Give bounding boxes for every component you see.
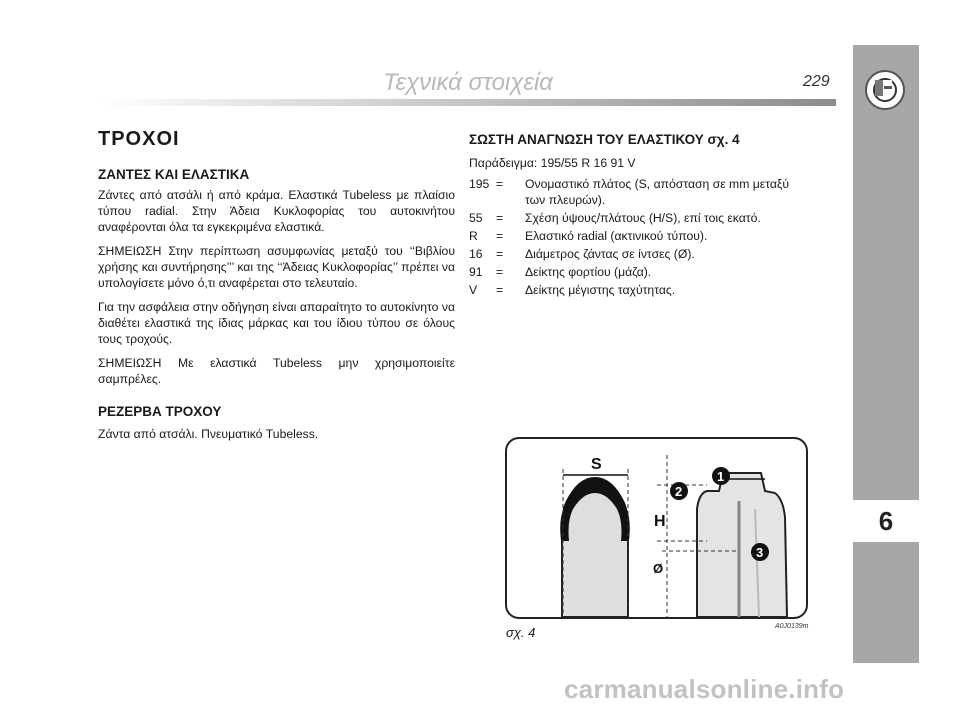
paragraph-note-registration: ΣΗΜΕΙΩΣΗ Στην περίπτωση ασυμφωνίας μεταξύ του ‘‘Βιβλίου χρήσης και συντήρησης’’’ και της ‘‘Άδειας Κυκλοφορίας’’ πρέπει να υπολογίσετε μόνο ό,τι αναφέρεται στο τελευταίο.	[98, 244, 455, 290]
spec-value: Δείκτης φορτίου (μάζα).	[525, 265, 652, 279]
figure-code: A0J0139m	[775, 623, 809, 630]
spec-value: Δείκτης μέγιστης ταχύτητας.	[525, 283, 676, 297]
subheading-rims-tyres: ΖΑΝΤΕΣ ΚΑΙ ΕΛΑΣΤΙΚΑ	[98, 167, 250, 182]
paragraph-safety: Για την ασφάλεια στην οδήγηση είναι απαραίτητο το αυτοκίνητο να διαθέτει ελαστικά της ίδιας μάρκας και του ίδιου τύπου σε όλους τους τροχούς.	[98, 300, 455, 346]
watermark: carmanualsonline.info	[564, 674, 845, 704]
spec-equals: =	[496, 265, 504, 279]
spec-key: V	[469, 283, 478, 297]
page-number: 229	[803, 73, 830, 90]
list-item	[469, 228, 799, 244]
spec-value: Διάμετρος ζάντας σε ίντσες (Ø).	[525, 247, 695, 261]
list-item	[469, 282, 799, 298]
spec-equals: =	[496, 211, 504, 225]
spec-key: 55	[469, 211, 483, 225]
tyre-diagram	[505, 437, 808, 619]
list-item	[469, 176, 799, 208]
spec-equals: =	[496, 229, 504, 243]
subheading-spare-wheel: ΡΕΖΕΡΒΑ ΤΡΟΧΟΥ	[98, 404, 222, 419]
paragraph-rims: Ζάντες από ατσάλι ή από κράμα. Ελαστικά Tubeless με πλαίσιο τύπου radial. Στην Άδεια Κυκλοφορίας του αυτοκινήτου αναφέρονται όλα τα εγκεκριμένα ελαστικά.	[98, 188, 455, 234]
tyre-example: Παράδειγμα: 195/55 R 16 91 V	[469, 156, 636, 170]
page-title: Τεχνικά στοιχεία	[383, 69, 553, 96]
spec-equals: =	[496, 177, 504, 191]
callout-2-label: 2	[675, 484, 683, 499]
brand-logo-icon	[865, 70, 905, 110]
spec-equals: =	[496, 247, 504, 261]
left-text-block	[98, 187, 455, 387]
label-h: H	[654, 513, 666, 530]
header-rule	[100, 99, 836, 106]
list-item	[469, 264, 799, 280]
label-s: S	[591, 456, 602, 473]
spec-key: 91	[469, 265, 483, 279]
paragraph-spare-wheel: Ζάντα από ατσάλι. Πνευματικό Tubeless.	[98, 427, 319, 441]
tyre-spec-list	[469, 176, 799, 300]
callout-1-label: 1	[717, 469, 725, 484]
spec-key: 195	[469, 177, 490, 191]
spec-value: Ελαστικό radial (ακτινικού τύπου).	[525, 229, 708, 243]
list-item	[469, 246, 799, 262]
callout-3-label: 3	[756, 545, 764, 560]
chapter-sidebar	[853, 45, 919, 663]
spec-value: Σχέση ύψους/πλάτους (H/S), επί τοις εκατό.	[525, 211, 761, 225]
chapter-tab[interactable]: 6	[853, 500, 919, 542]
label-diameter: Ø	[653, 561, 664, 576]
figure-caption: σχ. 4	[506, 625, 536, 640]
spec-key: 16	[469, 247, 483, 261]
spec-key: R	[469, 229, 478, 243]
tyre-diagram-svg	[507, 439, 806, 617]
subheading-tyre-reading: ΣΩΣΤΗ ΑΝΑΓΝΩΣΗ ΤΟΥ ΕΛΑΣΤΙΚΟΥ σχ. 4	[469, 132, 740, 147]
paragraph-note-tubeless: ΣΗΜΕΙΩΣΗ Με ελαστικά Tubeless μην χρησιμοποιείτε σαμπρέλες.	[98, 356, 455, 386]
spec-value: Ονομαστικό πλάτος (S, απόσταση σε mm μεταξύ των πλευρών).	[525, 177, 790, 207]
list-item	[469, 210, 799, 226]
spec-equals: =	[496, 283, 504, 297]
section-heading: ΤΡΟΧΟΙ	[98, 128, 180, 150]
